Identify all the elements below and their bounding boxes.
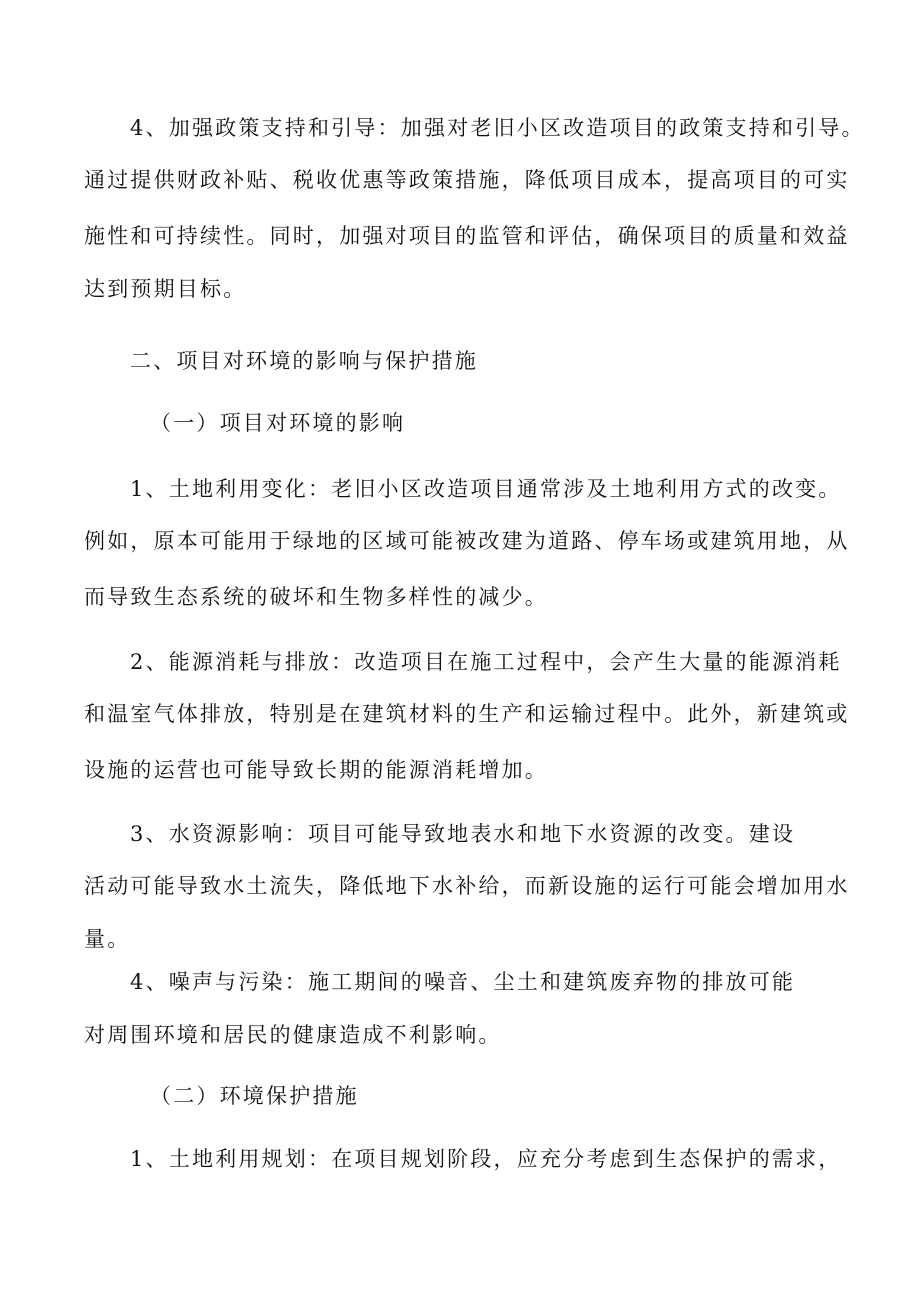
paragraph-land-use-line-3: 而导致生态系统的破坏和生物多样性的减少。	[84, 585, 548, 609]
paragraph-energy-line-2: 和温室气体排放，特别是在建筑材料的生产和运输过程中。此外，新建筑或	[84, 702, 850, 726]
paragraph-land-use-line-2: 例如，原本可能用于绿地的区域可能被改建为道路、停车场或建筑用地，从	[84, 529, 850, 553]
paragraph-water-line-3: 量。	[84, 927, 131, 951]
paragraph-land-planning-line-1: 1、土地利用规划：在项目规划阶段，应充分考虑到生态保护的需求，	[130, 1147, 842, 1171]
section-heading-environment: 二、项目对环境的影响与保护措施	[130, 349, 478, 373]
paragraph-water-line-1: 3、水资源影响：项目可能导致地表水和地下水资源的改变。建设	[130, 822, 796, 846]
paragraph-energy-line-3: 设施的运营也可能导致长期的能源消耗增加。	[84, 758, 548, 782]
paragraph-policy-support-line-2: 通过提供财政补贴、税收优惠等政策措施，降低项目成本，提高项目的可实	[84, 168, 850, 192]
paragraph-policy-support-line-4: 达到预期目标。	[84, 277, 247, 301]
paragraph-noise-line-2: 对周围环境和居民的健康造成不利影响。	[84, 1023, 502, 1047]
subsection-heading-protection: （二）环境保护措施	[150, 1084, 359, 1108]
paragraph-energy-line-1: 2、能源消耗与排放：改造项目在施工过程中，会产生大量的能源消耗	[130, 650, 842, 674]
paragraph-policy-support-line-1: 4、加强政策支持和引导：加强对老旧小区改造项目的政策支持和引导。	[130, 116, 865, 140]
paragraph-noise-line-1: 4、噪声与污染：施工期间的噪音、尘土和建筑废弃物的排放可能	[130, 970, 796, 994]
paragraph-land-use-line-1: 1、土地利用变化：老旧小区改造项目通常涉及土地利用方式的改变。	[130, 477, 842, 501]
paragraph-water-line-2: 活动可能导致水土流失，降低地下水补给，而新设施的运行可能会增加用水	[84, 874, 850, 898]
paragraph-policy-support-line-3: 施性和可持续性。同时，加强对项目的监管和评估，确保项目的质量和效益	[84, 224, 850, 248]
subsection-heading-impact: （一）项目对环境的影响	[150, 411, 406, 435]
